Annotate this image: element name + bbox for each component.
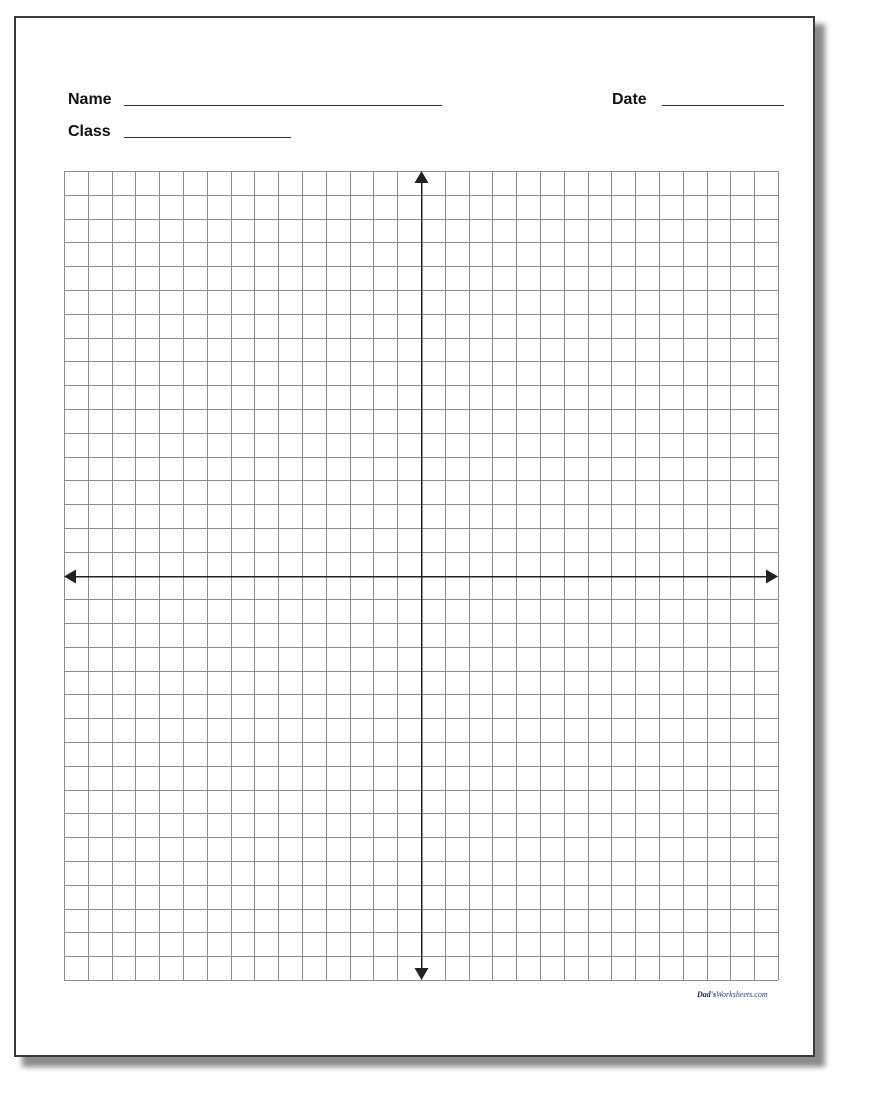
axes <box>64 171 778 980</box>
date-label: Date <box>612 91 647 108</box>
x-axis-right-arrow <box>766 570 778 584</box>
name-label: Name <box>68 91 112 108</box>
y-axis-down-arrow <box>415 968 429 980</box>
worksheet-logo <box>697 990 768 1000</box>
logo-rest-text: Worksheets.com <box>716 990 768 999</box>
class-label: Class <box>68 123 111 140</box>
y-axis-up-arrow <box>415 171 429 183</box>
x-axis-left-arrow <box>64 570 76 584</box>
logo-main-text: Dad's <box>697 990 717 999</box>
